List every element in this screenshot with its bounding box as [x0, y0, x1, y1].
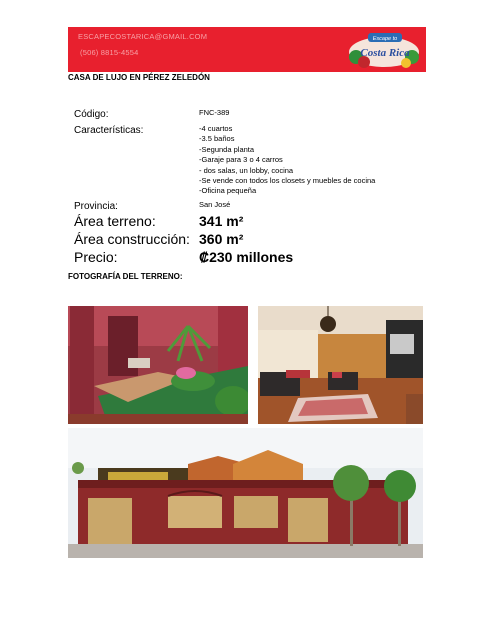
codigo-value: FNC-389: [199, 108, 230, 117]
banner-phone: (506) 8815-4554: [80, 48, 139, 57]
caracteristicas-list: [199, 124, 375, 197]
house-exterior-photo: [68, 428, 423, 558]
living-room-photo: [258, 306, 423, 424]
area-terreno-value: 341 m²: [199, 213, 244, 229]
list-item: -Garaje para 3 o 4 carros: [199, 155, 283, 165]
svg-text:Escape to: Escape to: [372, 36, 398, 42]
codigo-label: Código:: [74, 109, 109, 120]
list-item: -Oficina pequeña: [199, 186, 257, 196]
area-construccion-value: 360 m²: [199, 231, 244, 247]
contact-banner: [68, 27, 426, 72]
list-item: -Se vende con todos los closets y muebles de cocina: [199, 176, 376, 186]
banner-email: ESCAPECOSTARICA@GMAIL.COM: [78, 32, 208, 41]
page-title: CASA DE LUJO EN PÉREZ ZELEDÓN: [68, 73, 210, 82]
provincia-label: Provincia:: [74, 201, 118, 212]
area-terreno-label: Área terreno:: [74, 213, 156, 229]
provincia-value: San José: [199, 200, 231, 209]
caracteristicas-label: Características:: [74, 125, 144, 136]
fotografia-heading: FOTOGRAFÍA DEL TERRENO:: [68, 272, 183, 281]
precio-value: ₡230 millones: [199, 249, 294, 265]
list-item: - dos salas, un lobby, cocina: [199, 165, 294, 175]
svg-text:Costa Rica: Costa Rica: [360, 47, 410, 59]
list-item: -Segunda planta: [199, 144, 255, 154]
area-construccion-label: Área construcción:: [74, 231, 190, 247]
list-item: -4 cuartos: [199, 124, 233, 133]
escape-to-costa-rica-logo: [346, 29, 422, 69]
precio-label: Precio:: [74, 249, 118, 265]
courtyard-photo: [68, 306, 248, 424]
list-item: -3.5 baños: [199, 134, 235, 144]
